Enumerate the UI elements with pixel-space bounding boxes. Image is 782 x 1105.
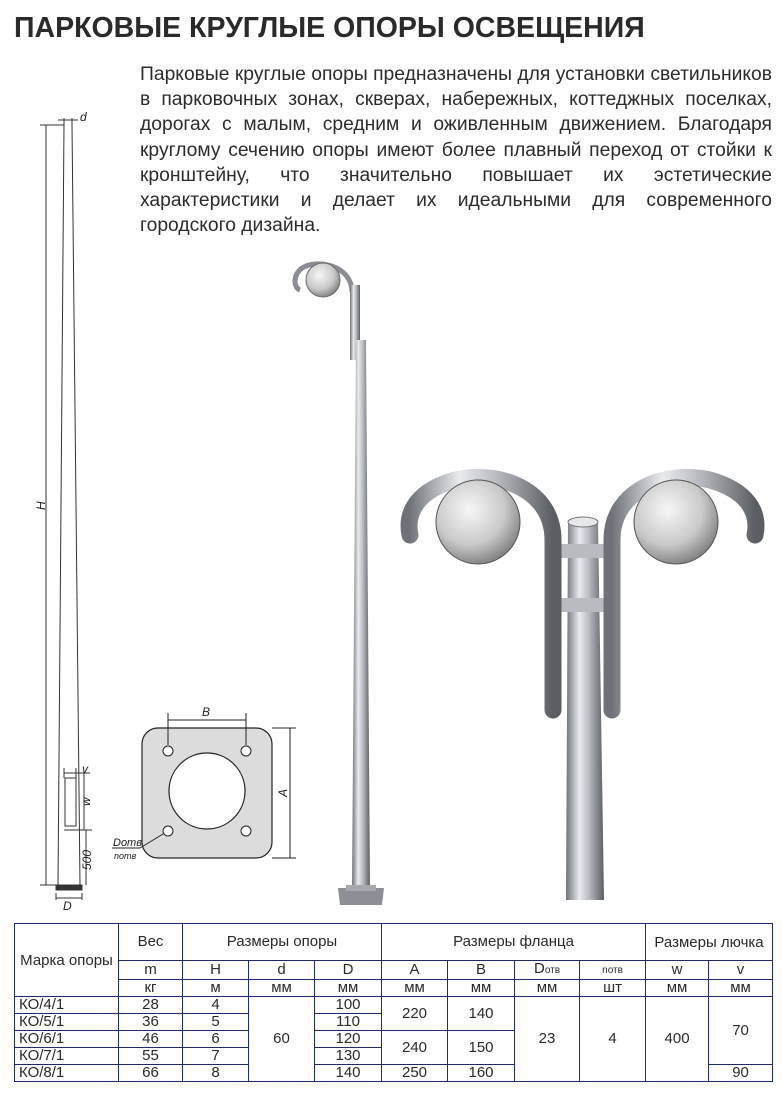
header-hatch-dims: Размеры лючка <box>646 924 773 961</box>
cell-A-group2: 240 <box>382 1031 448 1065</box>
pole-photo <box>295 263 384 905</box>
unit-n-holes: шт <box>580 980 646 997</box>
label-d-hole: Dотв <box>113 837 142 849</box>
cell-mark: КО/7/1 <box>15 1048 119 1065</box>
table-row <box>15 997 773 1014</box>
cell-D: 110 <box>315 1014 382 1031</box>
cell-H: 4 <box>183 997 249 1014</box>
cell-weight: 36 <box>119 1014 183 1031</box>
cell-H: 6 <box>183 1031 249 1048</box>
cell-d-hole-merged: 23 <box>515 997 580 1082</box>
cell-B-group2: 150 <box>448 1031 515 1065</box>
cell-B-group3: 160 <box>448 1065 515 1082</box>
cell-A-group1: 220 <box>382 997 448 1031</box>
cell-H: 8 <box>183 1065 249 1082</box>
cell-n-holes-merged: 4 <box>580 997 646 1082</box>
description-text: Парковые круглые опоры предназначены для установки светильников в парковочных зонах, скверах, набережных, коттеджных поселках, дорогах с малым, средним и оживленным движением. Благодаря круглому сечению опоры имеют более плавный переход от стойки к кронштейну, что значительно повышает их эстетические характеристики и делает их идеальными для современного городского дизайна. <box>140 64 772 237</box>
cell-B-group1: 140 <box>448 997 515 1031</box>
cell-D: 100 <box>315 997 382 1014</box>
unit-weight: кг <box>119 980 183 997</box>
cell-weight: 55 <box>119 1048 183 1065</box>
symbol-A: A <box>382 961 448 980</box>
cell-D: 120 <box>315 1031 382 1048</box>
label-D: D <box>63 899 72 913</box>
cell-A-group3: 250 <box>382 1065 448 1082</box>
symbol-n-holes: nотв <box>580 961 646 980</box>
unit-A: мм <box>382 980 448 997</box>
unit-w: мм <box>646 980 709 997</box>
unit-B: мм <box>448 980 515 997</box>
cell-mark: КО/8/1 <box>15 1065 119 1082</box>
cell-H: 7 <box>183 1048 249 1065</box>
cell-d-merged: 60 <box>249 997 315 1082</box>
cell-w-merged: 400 <box>646 997 709 1082</box>
cell-D: 140 <box>315 1065 382 1082</box>
cell-weight: 66 <box>119 1065 183 1082</box>
bracket-closeup-photo <box>409 478 756 901</box>
cell-weight: 46 <box>119 1031 183 1048</box>
cell-D: 130 <box>315 1048 382 1065</box>
cell-weight: 28 <box>119 997 183 1014</box>
symbol-v: v <box>709 961 773 980</box>
symbol-H: H <box>183 961 249 980</box>
label-H: H <box>34 501 48 510</box>
cell-H: 5 <box>183 1014 249 1031</box>
flange-drawing <box>112 705 296 861</box>
symbol-d: d <box>249 961 315 980</box>
header-pole-dims: Размеры опоры <box>183 924 382 961</box>
label-w: w <box>79 797 93 806</box>
unit-v: мм <box>709 980 773 997</box>
label-n-holes: nотв <box>114 851 137 861</box>
cell-v-group1: 70 <box>709 997 773 1065</box>
unit-H: м <box>183 980 249 997</box>
header-flange-dims: Размеры фланца <box>382 924 646 961</box>
spec-table <box>14 923 773 1082</box>
symbol-D: D <box>315 961 382 980</box>
cell-mark: КО/6/1 <box>15 1031 119 1048</box>
symbol-d-hole: Dотв <box>515 961 580 980</box>
symbol-w: w <box>646 961 709 980</box>
label-A: A <box>276 788 290 797</box>
unit-d-hole: мм <box>515 980 580 997</box>
header-mark: Марка опоры <box>15 924 119 997</box>
header-weight: Вес <box>119 924 183 961</box>
cell-mark: КО/4/1 <box>15 997 119 1014</box>
cell-v-group2: 90 <box>709 1065 773 1082</box>
symbol-weight: m <box>119 961 183 980</box>
symbol-B: B <box>448 961 515 980</box>
label-v: v <box>82 762 88 776</box>
unit-D: мм <box>315 980 382 997</box>
label-d: d <box>80 110 87 124</box>
label-B: B <box>202 705 211 719</box>
unit-d: мм <box>249 980 315 997</box>
label-500: 500 <box>80 849 94 870</box>
page-title: ПАРКОВЫЕ КРУГЛЫЕ ОПОРЫ ОСВЕЩЕНИЯ <box>14 12 645 44</box>
cell-mark: КО/5/1 <box>15 1014 119 1031</box>
